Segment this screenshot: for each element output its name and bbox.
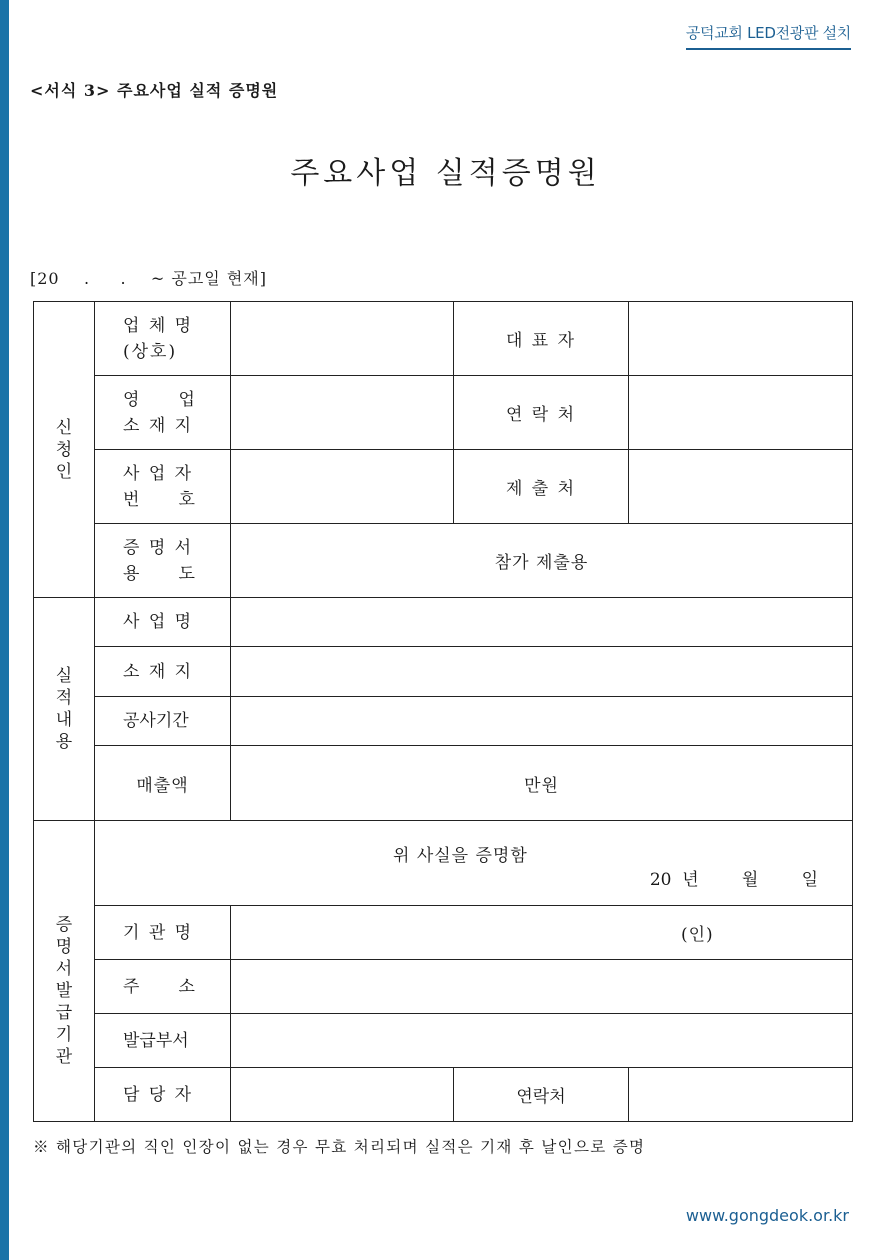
contact-field[interactable]	[629, 376, 852, 449]
contact-label: 연 락 처	[505, 405, 577, 425]
seal-mark: (인)	[681, 925, 714, 945]
submit-to-field[interactable]	[629, 450, 852, 523]
manager-label: 담 당 자	[123, 1084, 194, 1105]
website-link[interactable]: www.gongdeok.or.kr	[685, 1206, 849, 1225]
manager-field[interactable]	[231, 1068, 453, 1121]
construction-period-field[interactable]	[231, 697, 852, 745]
issuing-dept-label: 발급부서	[123, 1030, 189, 1051]
certify-text: 위 사실을 증명함	[393, 846, 528, 866]
representative-label: 대 표 자	[505, 331, 577, 351]
issuing-dept-field[interactable]	[231, 1014, 852, 1067]
company-name-field[interactable]	[231, 302, 453, 375]
sales-field[interactable]: 만원	[524, 775, 559, 796]
purpose-field[interactable]: 참가 제출용	[494, 553, 589, 573]
purpose-label: 증 명 서 용 도	[123, 537, 197, 584]
business-location-label: 영 업 소 재 지	[123, 389, 197, 436]
as-of-date: [20 . . ~ 공고일 현재]	[30, 269, 267, 288]
project-name-field[interactable]	[231, 598, 852, 646]
project-address-field[interactable]	[231, 647, 852, 696]
section-performance: 실적내용	[55, 666, 73, 752]
manager-contact-label: 연락처	[516, 1087, 566, 1107]
footnote: ※ 해당기관의 직인 인장이 없는 경우 무효 처리되며 실적은 기재 후 날인으로 증명	[33, 1138, 646, 1156]
business-number-field[interactable]	[231, 450, 453, 523]
business-location-field[interactable]	[231, 376, 453, 449]
org-name-label: 기 관 명	[123, 922, 194, 943]
certification-statement	[95, 821, 852, 905]
header-title: 공덕교회 LED전광판 설치	[686, 22, 851, 50]
representative-field[interactable]	[629, 302, 852, 375]
document-title: 주요사업 실적증명원	[290, 156, 601, 191]
business-number-label: 사 업 자 번 호	[123, 463, 197, 510]
project-name-label: 사 업 명	[123, 612, 194, 632]
submit-to-label: 제 출 처	[505, 479, 577, 499]
issue-date: 20 년 월 일	[649, 870, 818, 890]
certificate-form-table	[33, 301, 853, 1122]
manager-contact-field[interactable]	[629, 1068, 852, 1121]
company-name-label: 업 체 명 (상호)	[123, 315, 194, 362]
form-number: <서식 3> 주요사업 실적 증명원	[30, 81, 279, 100]
project-address-label: 소 재 지	[123, 661, 194, 682]
issuer-address-label: 주 소	[123, 976, 197, 997]
construction-period-label: 공사기간	[123, 711, 189, 731]
org-name-field[interactable]	[231, 906, 852, 959]
sales-label: 매출액	[136, 775, 189, 796]
issuer-address-field[interactable]	[231, 960, 852, 1013]
section-issuer: 증명서발급기관	[55, 915, 73, 1067]
section-applicant: 신청인	[55, 417, 73, 482]
